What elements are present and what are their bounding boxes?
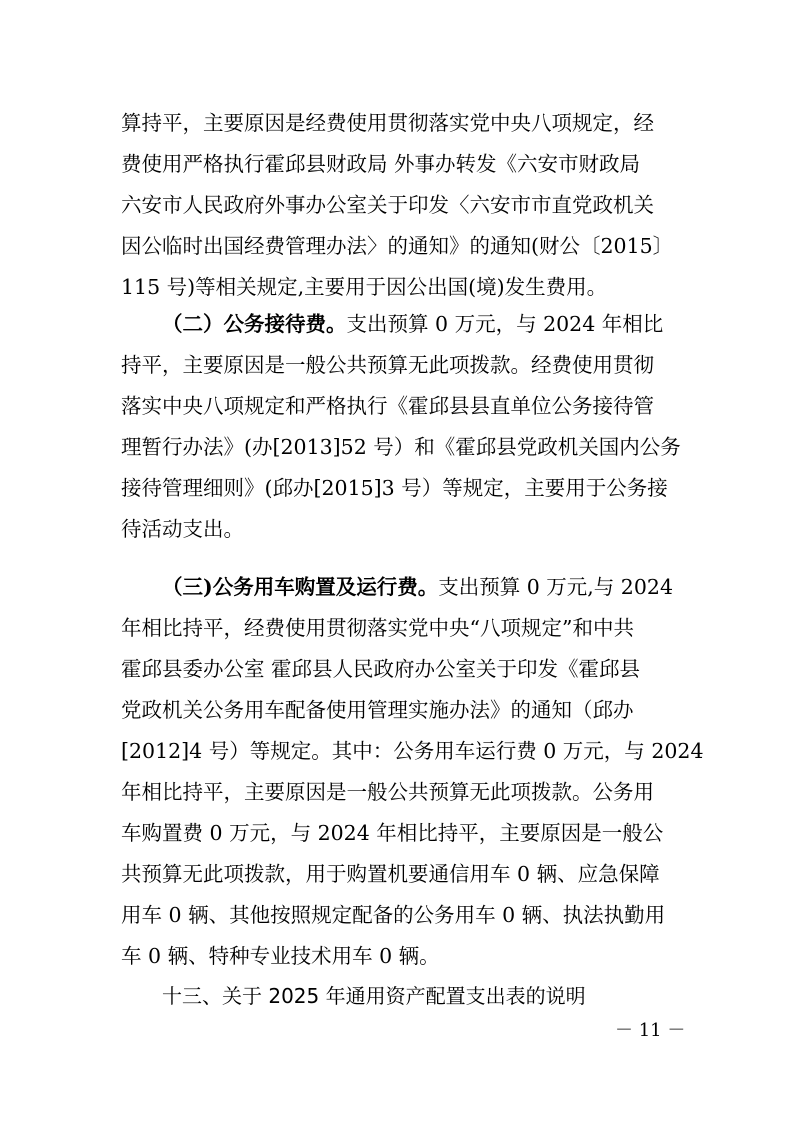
paragraph-3-line-10: 车 0 辆、特种专业技术用车 0 辆。: [121, 944, 440, 968]
paragraph-3-line-4: 党政机关公务用车配备使用管理实施办法》的通知（邱办: [121, 698, 634, 722]
paragraph-3-first-line-text: 支出预算 0 万元,与 2024: [438, 575, 673, 599]
paragraph-1-line-3: 六安市人民政府外事办公室关于印发〈六安市市直党政机关: [121, 193, 654, 217]
paragraph-2-first-line: [162, 304, 681, 344]
paragraph-2-line-3: 落实中央八项规定和严格执行《霍邱县县直单位公务接待管: [121, 394, 654, 418]
paragraph-3-line-5: [2012]4 号）等规定。其中：公务用车运行费 0 万元，与 2024: [121, 739, 704, 763]
paragraph-2-line-6: 待活动支出。: [121, 517, 244, 541]
paragraph-1-line-4: 因公临时出国经费管理办法〉的通知》的通知(财公〔2015〕: [121, 234, 674, 258]
paragraph-3-line-6: 年相比持平，主要原因是一般公共预算无此项拨款。公务用: [121, 780, 654, 804]
section-13-heading-spacer: [162, 934, 681, 974]
paragraph-2-line-4: 理暂行办法》(办[2013]52 号）和《霍邱县党政机关国内公务: [121, 435, 681, 459]
paragraph-3-first-line: [162, 567, 681, 607]
paragraph-3-line-9: 用车 0 辆、其他按照规定配备的公务用车 0 辆、执法执勤用: [121, 903, 666, 927]
paragraph-3-heading: （三)公务用车购置及运行费。: [162, 575, 439, 599]
paragraph-3-line-8: 共预算无此项拨款，用于购置机要通信用车 0 辆、应急保障: [121, 862, 660, 886]
paragraph-3-line-2: 年相比持平，经费使用贯彻落实党中央“八项规定”和中共: [121, 616, 634, 640]
page-number: － 11 －: [615, 1020, 686, 1041]
paragraph-3-line-3: 霍邱县委办公室 霍邱县人民政府办公室关于印发《霍邱县: [121, 657, 641, 681]
paragraph-2-first-line-text: 支出预算 0 万元，与 2024 年相比: [346, 312, 664, 336]
section-13-heading: 十三、关于 2025 年通用资产配置支出表的说明: [162, 984, 586, 1008]
paragraph-1-line-5: 115 号)等相关规定,主要用于因公出国(境)发生费用。: [121, 275, 608, 299]
paragraph-1-line-2: 费使用严格执行霍邱县财政局 外事办转发《六安市财政局: [121, 152, 641, 176]
paragraph-3-line-7: 车购置费 0 万元，与 2024 年相比持平，主要原因是一般公: [121, 821, 664, 845]
paragraph-2-heading: （二）公务接待费。: [162, 312, 347, 336]
paragraph-2-line-2: 持平，主要原因是一般公共预算无此项拨款。经费使用贯彻: [121, 353, 654, 377]
paragraph-2-line-5: 接待管理细则》(邱办[2015]3 号）等规定，主要用于公务接: [121, 476, 668, 500]
paragraph-1-line-1: 算持平，主要原因是经费使用贯彻落实党中央八项规定，经: [121, 111, 654, 135]
